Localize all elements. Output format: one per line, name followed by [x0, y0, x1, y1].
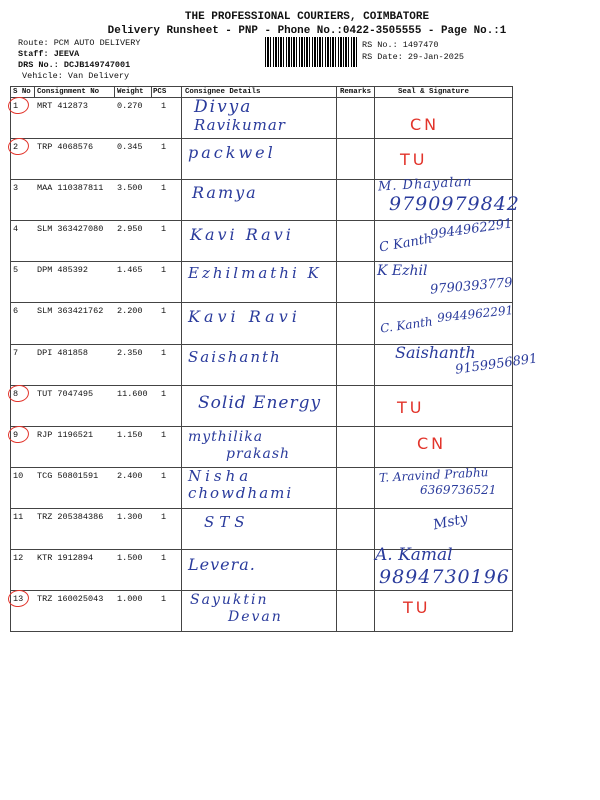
- consignee-details-cell: [182, 139, 337, 179]
- rs-number: RS No.: 1497470: [362, 40, 439, 50]
- signature-handwriting: CN: [410, 115, 440, 134]
- rs-date: RS Date: 29-Jan-2025: [362, 52, 465, 62]
- table-row: [10, 427, 513, 468]
- serial-number: 3: [13, 183, 19, 194]
- consignment-number: KTR 1912894: [37, 553, 94, 564]
- consignee-details-cell: [182, 180, 337, 220]
- consignment-number: SLM 363427080: [37, 224, 104, 235]
- serial-number: 1: [13, 101, 19, 111]
- consignee-details-cell: [182, 221, 337, 261]
- serial-number: 6: [13, 306, 19, 317]
- serial-number-cell: [11, 468, 35, 508]
- weight-value: 3.500: [117, 183, 143, 194]
- remarks-cell: [337, 345, 375, 385]
- pcs-value: 1: [152, 98, 182, 138]
- signature-handwriting: C Kanth: [378, 231, 434, 256]
- remarks-cell: [337, 468, 375, 508]
- weight-value: 1.465: [117, 265, 143, 276]
- consignee-details-cell: [182, 550, 337, 590]
- pcs-value: 1: [152, 139, 182, 179]
- staff-info: Staff: JEEVA: [18, 49, 80, 59]
- signature-handwriting: 6369736521: [420, 482, 497, 497]
- consignee-handwriting: Levera.: [188, 555, 256, 575]
- column-header-remarks: Remarks: [337, 87, 375, 97]
- table-row: [10, 139, 513, 180]
- signature-handwriting: 9944962291: [429, 216, 514, 243]
- consignment-number: TRZ 205384386: [37, 511, 104, 522]
- vehicle-info: Vehicle: Van Delivery: [22, 71, 130, 81]
- column-header-consignment-no: Consignment No: [35, 87, 115, 97]
- column-header-consignee-details: Consignee Details: [182, 87, 337, 97]
- consignee-handwriting: packwel: [188, 143, 276, 163]
- consignee-handwriting: Ramya: [192, 183, 258, 203]
- remarks-cell: [337, 98, 375, 138]
- remarks-cell: [337, 427, 375, 467]
- seal-signature-cell: [375, 139, 512, 179]
- signature-handwriting: 9790393779: [429, 275, 514, 298]
- remarks-cell: [337, 262, 375, 302]
- remarks-cell: [337, 180, 375, 220]
- serial-number-cell: [11, 98, 35, 138]
- pcs-value: 1: [152, 550, 182, 590]
- pcs-value: 1: [152, 427, 182, 467]
- serial-number: 10: [13, 470, 24, 481]
- red-circle-mark: [7, 589, 30, 609]
- serial-number-cell: [11, 591, 35, 631]
- pcs-value: 1: [152, 180, 182, 220]
- serial-number-cell: [11, 139, 35, 179]
- signature-handwriting: C. Kanth: [379, 314, 434, 337]
- pcs-value: 1: [152, 509, 182, 549]
- runsheet-table: [10, 86, 539, 632]
- weight-value: 1.000: [117, 594, 143, 605]
- serial-number-cell: [11, 221, 35, 261]
- remarks-cell: [337, 591, 375, 631]
- weight-value: 2.350: [117, 347, 143, 358]
- signature-handwriting: TU: [403, 598, 431, 618]
- serial-number-cell: [11, 303, 35, 343]
- signature-handwriting: Saishanth: [395, 342, 476, 362]
- consignee-handwriting: Divya: [194, 97, 253, 117]
- signature-handwriting: TU: [400, 150, 428, 170]
- seal-signature-cell: [375, 386, 512, 426]
- consignment-number: TCG 50801591: [37, 470, 99, 481]
- weight-value: 0.345: [117, 142, 143, 153]
- serial-number: 2: [13, 142, 19, 153]
- remarks-cell: [337, 221, 375, 261]
- company-title: THE PROFESSIONAL COURIERS, COIMBATORE: [184, 11, 430, 23]
- consignee-handwriting: STS: [204, 512, 250, 531]
- consignee-handwriting: Kavi Ravi: [188, 307, 301, 327]
- seal-signature-cell: [375, 174, 520, 220]
- signature-handwriting: 9944962291: [436, 303, 514, 326]
- signature-handwriting: M. Dhayalan: [377, 174, 473, 195]
- seal-signature-cell: [375, 98, 512, 138]
- weight-value: 1.300: [117, 511, 143, 522]
- table-row: [10, 174, 520, 221]
- consignment-number: TUT 7047495: [37, 388, 94, 399]
- serial-number: 11: [13, 511, 24, 522]
- serial-number: 13: [13, 594, 24, 605]
- consignee-handwriting: Ezhilmathi K: [188, 264, 322, 283]
- signature-handwriting: T. Aravind Prabhu: [378, 464, 489, 485]
- consignee-handwriting: Sayuktin: [190, 592, 269, 609]
- pcs-value: 1: [152, 221, 182, 261]
- remarks-cell: [337, 303, 375, 343]
- pcs-value: 1: [152, 386, 182, 426]
- serial-number: 9: [13, 429, 19, 440]
- weight-value: 2.200: [117, 306, 143, 317]
- consignee-handwriting: chowdhami: [188, 483, 294, 502]
- serial-number: 5: [13, 265, 19, 276]
- weight-value: 1.500: [117, 553, 143, 564]
- consignee-details-cell: [182, 468, 337, 508]
- table-row: [10, 262, 513, 303]
- pcs-value: 1: [152, 303, 182, 343]
- signature-handwriting: 9790979842: [389, 193, 520, 216]
- table-row: [10, 342, 539, 386]
- consignee-handwriting: Nisha: [188, 466, 253, 485]
- consignment-number: TRZ 160025043: [37, 594, 104, 605]
- table-row: [10, 98, 513, 139]
- seal-signature-cell: [375, 591, 512, 631]
- red-circle-mark: [7, 137, 30, 157]
- serial-number-cell: [11, 386, 35, 426]
- consignee-handwriting: prakash: [226, 445, 291, 462]
- table-row: [10, 216, 514, 262]
- serial-number: 8: [13, 388, 19, 399]
- signature-handwriting: K Ezhil: [377, 263, 428, 280]
- column-header-pcs: PCS: [152, 87, 182, 97]
- weight-value: 2.400: [117, 470, 143, 481]
- weight-value: 11.600: [117, 388, 148, 399]
- weight-value: 0.270: [117, 101, 143, 111]
- consignee-details-cell: [182, 262, 337, 302]
- serial-number: 7: [13, 347, 19, 358]
- remarks-cell: [337, 550, 375, 590]
- consignment-number: MAA 110387811: [37, 183, 104, 194]
- serial-number-cell: [11, 262, 35, 302]
- serial-number-cell: [11, 180, 35, 220]
- red-circle-mark: [7, 383, 30, 403]
- signature-handwriting: A. Kamal: [375, 545, 453, 566]
- seal-signature-cell: [375, 545, 512, 590]
- serial-number: 12: [13, 553, 24, 564]
- consignee-handwriting: Solid Energy: [198, 392, 322, 413]
- table-row: [10, 509, 513, 550]
- consignee-handwriting: Ravikumar: [194, 116, 286, 134]
- serial-number-cell: [11, 427, 35, 467]
- table-body: [10, 97, 539, 632]
- consignee-details-cell: [182, 591, 337, 631]
- table-row: [10, 386, 513, 427]
- consignment-number: TRP 4068576: [37, 142, 94, 153]
- table-header-row: [10, 87, 513, 98]
- signature-handwriting: Msty: [431, 510, 470, 534]
- table-row: [10, 303, 513, 344]
- consignee-handwriting: Devan: [228, 609, 283, 626]
- consignee-details-cell: [182, 345, 337, 385]
- consignment-number: RJP 1196521: [37, 429, 94, 440]
- weight-value: 1.150: [117, 429, 143, 440]
- serial-number-cell: [11, 509, 35, 549]
- red-circle-mark: [7, 96, 30, 116]
- seal-signature-cell: [375, 216, 514, 261]
- pcs-value: 1: [152, 262, 182, 302]
- table-row: [10, 545, 513, 591]
- column-header-s-no: S No: [11, 87, 35, 97]
- seal-signature-cell: [375, 509, 512, 549]
- pcs-value: 1: [152, 345, 182, 385]
- consignee-details-cell: [182, 98, 337, 138]
- red-circle-mark: [7, 424, 30, 444]
- signature-handwriting: 9894730196: [379, 566, 510, 589]
- consignment-number: DPM 485392: [37, 265, 89, 276]
- signature-handwriting: 9159956891: [454, 350, 539, 378]
- table-row: [10, 464, 513, 509]
- route-info: Route: PCM AUTO DELIVERY: [18, 38, 141, 48]
- seal-signature-cell: [375, 262, 512, 302]
- consignment-number: MRT 412873: [37, 101, 89, 111]
- remarks-cell: [337, 139, 375, 179]
- remarks-cell: [337, 386, 375, 426]
- signature-handwriting: TU: [397, 397, 425, 417]
- consignee-handwriting: Kavi Ravi: [190, 225, 294, 245]
- consignee-details-cell: [182, 386, 337, 426]
- serial-number-cell: [11, 550, 35, 590]
- consignment-number: DPI 481858: [37, 347, 89, 358]
- consignee-handwriting: Saishanth: [188, 347, 282, 366]
- pcs-value: 1: [152, 591, 182, 631]
- barcode: [265, 37, 357, 67]
- consignee-details-cell: [182, 303, 337, 343]
- column-header-seal-signature: Seal & Signature: [398, 88, 469, 96]
- table-row: [10, 591, 513, 632]
- seal-signature-cell: [375, 427, 512, 467]
- seal-signature-cell: [375, 342, 539, 385]
- consignee-handwriting: mythilika: [188, 428, 264, 445]
- serial-number: 4: [13, 224, 19, 235]
- signature-handwriting: CN: [417, 433, 447, 453]
- seal-signature-cell: [375, 464, 512, 508]
- weight-value: 2.950: [117, 224, 143, 235]
- serial-number-cell: [11, 345, 35, 385]
- drs-number: DRS No.: DCJB149747001: [18, 60, 131, 70]
- seal-signature-cell: [375, 303, 512, 343]
- consignee-details-cell: [182, 427, 337, 467]
- remarks-cell: [337, 509, 375, 549]
- runsheet-title: Delivery Runsheet - PNP - Phone No.:0422-3505555 - Page No.:1: [107, 25, 507, 37]
- consignment-number: SLM 363421762: [37, 306, 104, 317]
- pcs-value: 1: [152, 468, 182, 508]
- consignee-details-cell: [182, 509, 337, 549]
- column-header-weight: Weight: [115, 87, 152, 97]
